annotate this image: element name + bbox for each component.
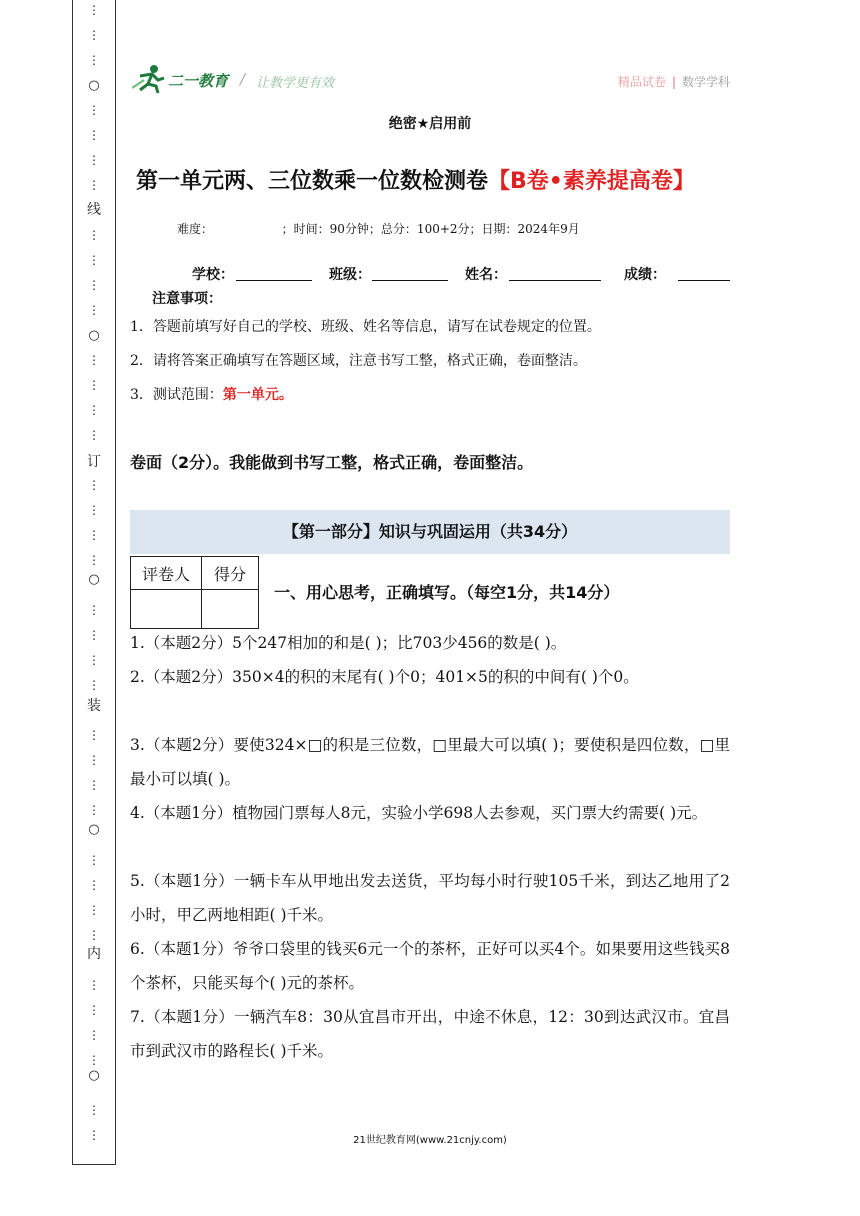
header-subject-label: 数学学科 <box>681 75 730 89</box>
binding-dots: ⋮ <box>88 278 100 292</box>
binding-dots: ⋮ <box>88 353 100 367</box>
binding-dots: ⋮ <box>88 1128 100 1142</box>
binding-dots: ⋮ <box>88 378 100 392</box>
logo-slash: / <box>240 70 246 88</box>
binding-dots: ⋮ <box>88 428 100 442</box>
binding-dots: ⋮ <box>88 1003 100 1017</box>
notice-scope: 第一单元。 <box>222 387 293 403</box>
class-label: 班级： <box>329 267 371 283</box>
reviewer-cell[interactable] <box>131 590 202 629</box>
notice-item: 1．答题前填写好自己的学校、班级、姓名等信息，请写在试卷规定的位置。 <box>130 319 601 335</box>
binding-dots: ⋮ <box>88 1103 100 1117</box>
notice-item-label: 3．测试范围： <box>130 387 223 403</box>
binding-word: 装 <box>87 698 101 714</box>
part1-title: 【第一部分】知识与巩固运用（共34分） <box>130 510 730 554</box>
binding-dots: ⋮ <box>88 153 100 167</box>
surface-line: 卷面（2分）。我能做到书写工整，格式正确，卷面整洁。 <box>130 453 534 472</box>
notice-item: 2．请将答案正确填写在答题区域，注意书写工整，格式正确，卷面整洁。 <box>130 353 587 369</box>
binding-dots: ⋮ <box>88 728 100 742</box>
binding-dots: ⋮ <box>88 1053 100 1067</box>
binding-dots: ⋮ <box>88 753 100 767</box>
binding-circle-icon: ○ <box>88 822 100 837</box>
binding-circle-icon: ○ <box>88 572 100 587</box>
header-quality-label: 精品试卷 <box>617 75 666 89</box>
binding-dots: ⋮ <box>88 653 100 667</box>
binding-dots: ⋮ <box>88 528 100 542</box>
binding-dots: ⋮ <box>88 978 100 992</box>
binding-word: 内 <box>87 946 101 962</box>
binding-dots: ⋮ <box>88 903 100 917</box>
question: 5.（本题1分）一辆卡车从甲地出发去送货，平均每小时行驶105千米，到达乙地用了2小时，甲乙两地相距( )千米。 <box>130 872 730 924</box>
header-separator: | <box>671 75 676 89</box>
score-field[interactable] <box>678 280 730 281</box>
question: 3.（本题2分）要使324×□的积是三位数，□里最大可以填( )；要使积是四位数，□里最小可以填( )。 <box>130 736 730 788</box>
binding-dots: ⋮ <box>88 878 100 892</box>
score-table <box>130 556 259 629</box>
meta-line: 难度： ；时间：90分钟；总分：100+2分；日期：2024年9月 <box>177 222 580 236</box>
binding-dots: ⋮ <box>88 803 100 817</box>
binding-dots: ⋮ <box>88 53 100 67</box>
question: 2.（本题2分）350×4的积的末尾有( )个0；401×5的积的中间有( )个0。 <box>130 668 639 686</box>
notice-item <box>130 384 293 404</box>
binding-dots: ⋮ <box>88 678 100 692</box>
binding-dots: ⋮ <box>88 3 100 17</box>
binding-dots: ⋮ <box>88 253 100 267</box>
binding-dots: ⋮ <box>88 778 100 792</box>
logo-slogan: 让教学更有效 <box>256 76 335 91</box>
runner-logo-icon <box>132 64 168 94</box>
binding-dots: ⋮ <box>88 628 100 642</box>
question: 4.（本题1分）植物园门票每人8元，实验小学698人去参观，买门票大约需要( )元。 <box>130 804 708 822</box>
secret-label: 绝密★启用前 <box>388 116 472 132</box>
binding-word: 订 <box>87 454 101 470</box>
reviewer-header: 评卷人 <box>131 557 202 590</box>
binding-dots: ⋮ <box>88 928 100 942</box>
notice-heading: 注意事项： <box>152 291 222 307</box>
binding-word: 线 <box>87 202 101 218</box>
binding-dots: ⋮ <box>88 553 100 567</box>
page-title <box>136 164 695 195</box>
binding-dots: ⋮ <box>88 303 100 317</box>
score-cell[interactable] <box>202 590 259 629</box>
school-label: 学校： <box>192 267 234 283</box>
binding-dots: ⋮ <box>88 403 100 417</box>
header-right <box>618 73 730 90</box>
question: 7.（本题1分）一辆汽车8：30从宜昌市开出，中途不休息，12：30到达武汉市。宜昌市到武汉市的路程长( )千米。 <box>130 1008 730 1060</box>
title-main: 第一单元两、三位数乘一位数检测卷 <box>136 169 489 194</box>
binding-dots-column <box>73 0 115 1164</box>
binding-dots: ⋮ <box>88 103 100 117</box>
name-field[interactable] <box>509 280 601 281</box>
binding-circle-icon: ○ <box>88 1068 100 1083</box>
binding-circle-icon: ○ <box>88 328 100 343</box>
binding-dots: ⋮ <box>88 478 100 492</box>
binding-dots: ⋮ <box>88 603 100 617</box>
section1-title: 一、用心思考，正确填写。（每空1分，共14分） <box>274 583 620 602</box>
class-field[interactable] <box>372 280 448 281</box>
footer: 21世纪教育网(www.21cnjy.com) <box>353 1135 507 1146</box>
school-field[interactable] <box>236 280 312 281</box>
binding-dots: ⋮ <box>88 1028 100 1042</box>
logo-text: 二一教育 <box>168 72 229 90</box>
binding-dots: ⋮ <box>88 28 100 42</box>
binding-dots: ⋮ <box>88 228 100 242</box>
score-label: 成绩： <box>624 267 666 283</box>
question: 6.（本题1分）爷爷口袋里的钱买6元一个的茶杯，正好可以买4个。如果要用这些钱买8个茶杯，只能买每个( )元的茶杯。 <box>130 940 730 992</box>
binding-dots: ⋮ <box>88 853 100 867</box>
binding-circle-icon: ○ <box>88 78 100 93</box>
binding-dots: ⋮ <box>88 128 100 142</box>
binding-dots: ⋮ <box>88 178 100 192</box>
name-label: 姓名： <box>465 267 507 283</box>
question: 1.（本题2分）5个247相加的和是( )；比703少456的数是( )。 <box>130 634 567 652</box>
binding-dots: ⋮ <box>88 503 100 517</box>
binding-margin <box>72 0 116 1165</box>
score-header: 得分 <box>202 557 259 590</box>
title-highlight: 【B卷•素养提高卷】 <box>488 169 695 194</box>
